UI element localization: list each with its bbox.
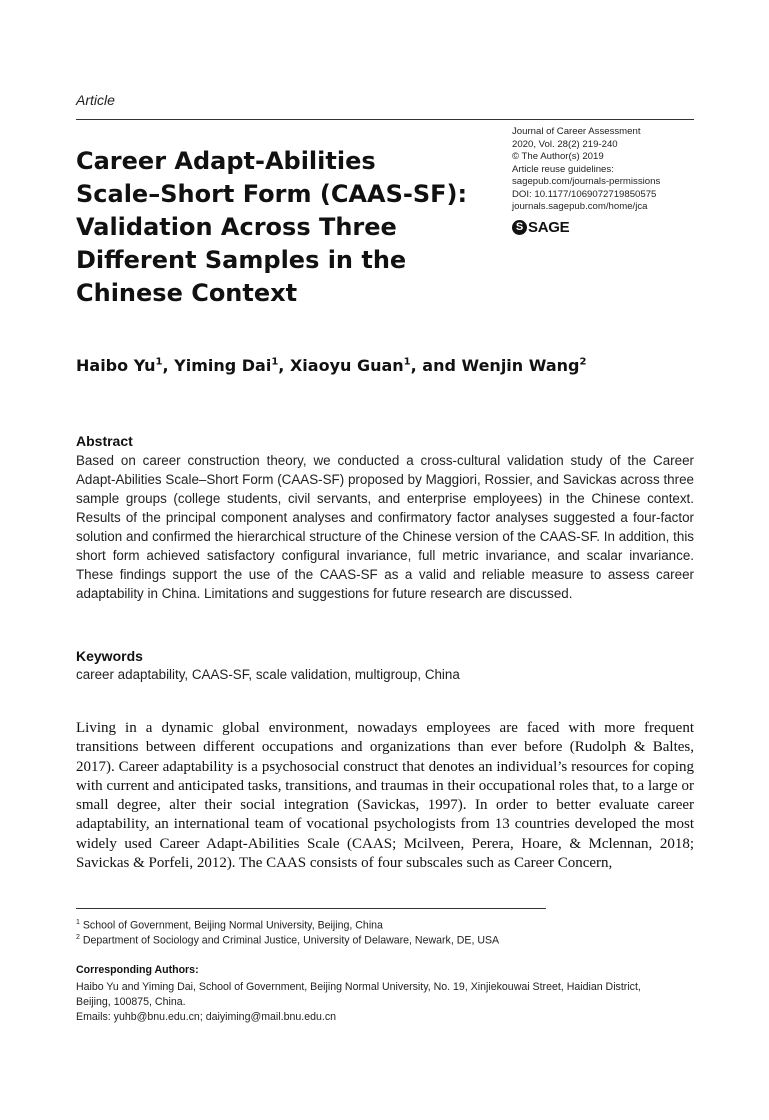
abstract-text: Based on career construction theory, we conducted a cross-cultural validation study of the Career Adapt-Abilities Scale–Short Form (CAAS-SF) proposed by Maggiori, Rossier, and Savickas across three sample groups (college students, civil servants, and enterprise employees) in the Chinese context. Results of the principal component analyses and confirmatory factor analyses suggested a four-factor solution and confirmed the hierarchical structure of the Chinese version of the CAAS-SF. In addition, this short form achieved satisfactory configural invariance, full metric invariance, and scalar invariance. These findings support the use of the CAAS-SF as a valid and reliable measure to assess career adaptability in China. Limitations and suggestions for future research are discussed. — [76, 453, 694, 601]
author-separator: , and — [410, 356, 462, 375]
reuse-guidelines: Article reuse guidelines: — [512, 163, 614, 175]
corresponding-line: Beijing, 100875, China. — [76, 996, 186, 1008]
author-name: Haibo Yu — [76, 356, 156, 375]
title-line: Career Adapt-Abilities — [76, 147, 376, 175]
header-divider — [76, 119, 694, 120]
keywords-text: career adaptability, CAAS-SF, scale validation, multigroup, China — [76, 667, 460, 682]
corresponding-emails[interactable]: Emails: yuhb@bnu.edu.cn; daiyiming@mail.bnu.edu.cn — [76, 1011, 337, 1023]
footnote-text: School of Government, Beijing Normal University, Beijing, China — [82, 919, 383, 932]
affiliation-mark: 1 — [271, 356, 279, 368]
title-line: Different Samples in the — [76, 246, 407, 274]
permissions-link[interactable]: sagepub.com/journals-permissions — [512, 176, 661, 187]
footnote-mark: 2 — [76, 934, 80, 941]
article-type-label: Article — [76, 92, 115, 108]
footnote — [76, 919, 383, 932]
journal-volume: 2020, Vol. 28(2) 219-240 — [512, 138, 618, 150]
footnote-divider — [76, 908, 546, 909]
footnote-text: Department of Sociology and Criminal Justice, University of Delaware, Newark, DE, USA — [82, 934, 500, 947]
footnote — [76, 934, 499, 947]
corresponding-heading: Corresponding Authors: — [76, 964, 199, 976]
author-name: Wenjin Wang — [461, 356, 580, 375]
corresponding-details — [76, 980, 696, 1025]
author-name: Yiming Dai — [174, 356, 272, 375]
title-line: Validation Across Three — [76, 213, 397, 241]
affiliation-mark: 1 — [403, 356, 411, 368]
publisher-name: SAGE — [528, 219, 570, 236]
author-list — [76, 356, 586, 375]
author-name: Xiaoyu Guan — [289, 356, 404, 375]
footnote-mark: 1 — [76, 919, 80, 926]
author-separator: , — [162, 356, 175, 375]
affiliation-mark: 1 — [155, 356, 163, 368]
dollar-s-icon: S — [512, 220, 527, 235]
body-paragraph: Living in a dynamic global environment, nowadays employees are faced with more frequent transitions between different occupations and organizations than ever before (Rudolph & Baltes, 2017). Career adaptability is a psychosocial construct that denotes an individual’s resources for coping with current and anticipated tasks, transitions, and traumas in their occupational roles that, to a large or small degree, alter their social integration (Savickas, 1997). In order to better evaluate career adaptability, an international team of vocational psychologists from 13 countries developed the most widely used Career Adapt-Abilities Scale (CAAS; Mcilveen, Perera, Hoare, & Mclennan, 2018; Savickas & Porfeli, 2012). The CAAS consists of four subscales such as Career Concern, — [76, 720, 694, 872]
doi[interactable]: DOI: 10.1177/1069072719850575 — [512, 188, 657, 200]
journal-home-link[interactable]: journals.sagepub.com/home/jca — [512, 201, 648, 212]
abstract-heading: Abstract — [76, 433, 133, 449]
title-line: Scale–Short Form (CAAS-SF): — [76, 180, 468, 208]
affiliation-mark: 2 — [579, 356, 587, 368]
copyright: © The Author(s) 2019 — [512, 151, 604, 162]
paper-title — [76, 145, 516, 310]
journal-info — [512, 126, 702, 214]
corresponding-line: Haibo Yu and Yiming Dai, School of Government, Beijing Normal University, No. 19, Xinjiekouwai Street, Haidian District, — [76, 981, 641, 993]
author-separator: , — [278, 356, 290, 375]
keywords-heading: Keywords — [76, 648, 143, 664]
title-line: Chinese Context — [76, 279, 298, 307]
publisher-logo — [512, 219, 569, 236]
journal-name: Journal of Career Assessment — [512, 126, 641, 137]
